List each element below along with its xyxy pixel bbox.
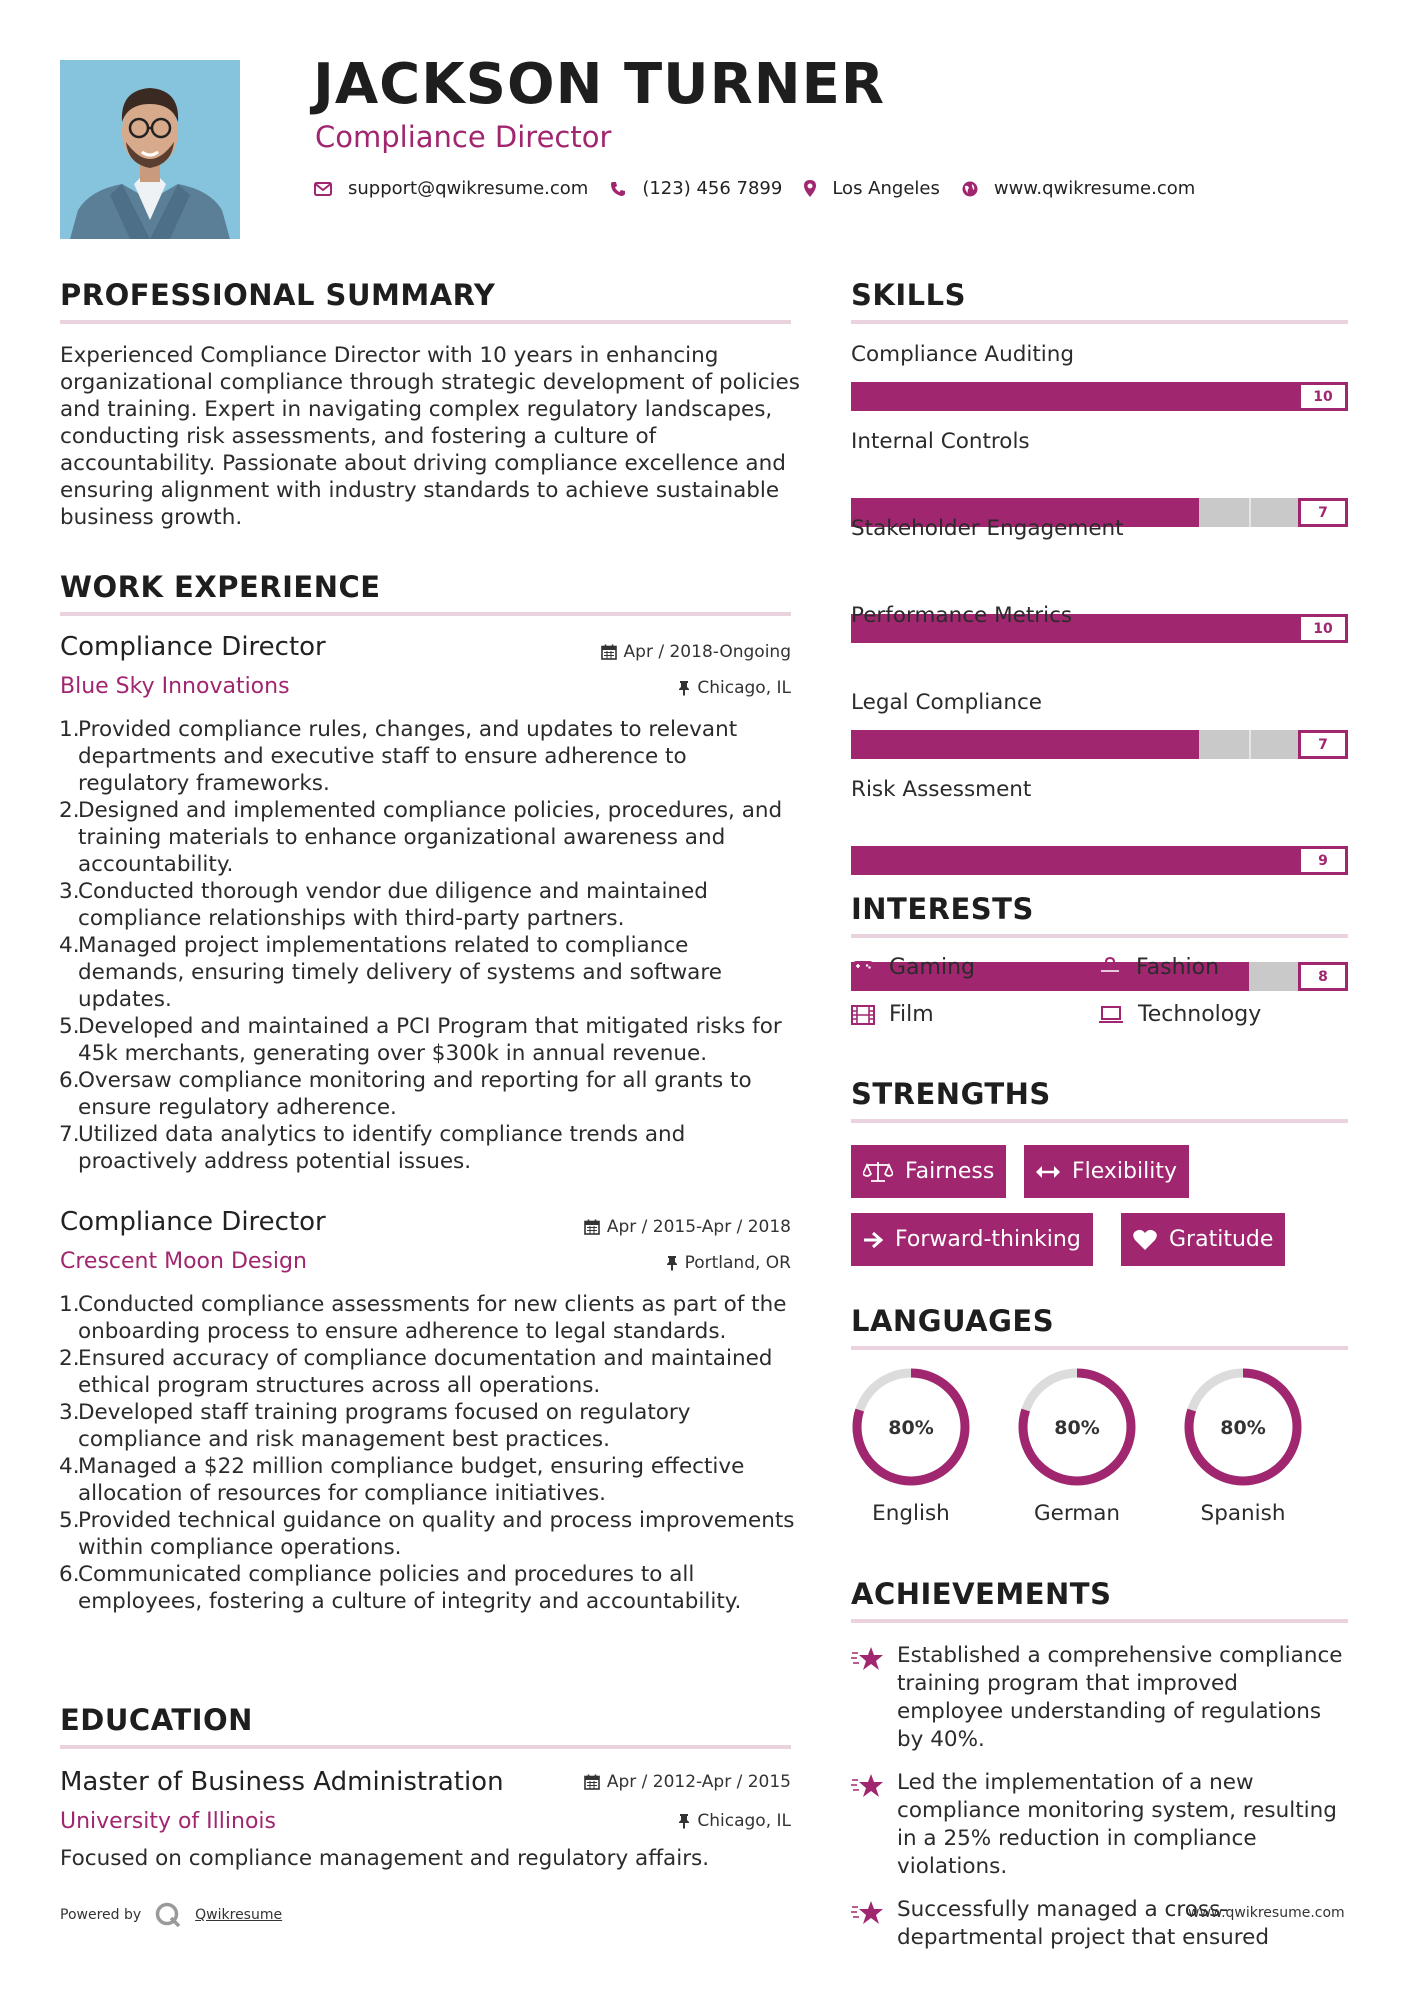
gamepad-icon [851,960,875,976]
contact-website[interactable] [962,178,1195,199]
skill-level-badge: 10 [1298,382,1348,411]
achievement-text: Successfully managed a cross-departmental project that ensured [897,1897,1270,1950]
strengths-heading: STRENGTHS [851,1077,1051,1111]
strength-gratitude [1121,1213,1285,1266]
skill-bar [851,846,1348,875]
skill-bar-segment [1249,730,1251,759]
pin-icon [678,680,690,696]
skill-name: Stakeholder Engagement [851,516,1124,541]
heart-icon [1133,1229,1157,1250]
shopping-bag-icon [1098,957,1122,979]
skill-bar-fill [851,846,1298,875]
phone-text: (123) 456 7899 [642,178,783,199]
interest-label: Gaming [889,955,975,980]
language-ring [849,1365,973,1489]
job-1-responsibilities [60,716,800,1175]
skills-divider [851,320,1348,324]
job-2-title: Compliance Director [60,1207,326,1237]
skill-bar-segment [1249,498,1251,527]
list-item: Conducted compliance assessments for new clients as part of the onboarding process to ensure adherence to legal standards. [78,1292,787,1344]
strengths-divider [851,1119,1348,1123]
job-2-dates [450,1217,791,1237]
list-item: Developed staff training programs focused on regulatory compliance and risk management best practices. [78,1400,691,1452]
pin-icon [678,1813,690,1829]
skill-name: Compliance Auditing [851,342,1075,367]
envelope-icon [314,182,332,196]
list-item: Communicated compliance policies and procedures to all employees, fostering a culture of integrity and accountability. [78,1562,742,1614]
list-item: Conducted thorough vendor due diligence and maintained compliance relationships with third-party partners. [78,879,708,931]
map-marker-icon [804,180,816,197]
interest-fashion [1098,955,1219,980]
skill-bar-fill [851,382,1348,411]
skill-name: Risk Assessment [851,777,1032,802]
language-name: English [872,1501,950,1526]
job-1-location-text: Chicago, IL [697,678,791,698]
summary-divider [60,320,791,324]
interest-gaming [851,955,975,980]
language-percent: 80% [888,1417,934,1439]
job-2-responsibilities [60,1291,800,1615]
contact-phone[interactable] [610,178,782,199]
language-item [1015,1365,1139,1526]
language-item [1181,1365,1305,1526]
pin-icon [666,1255,678,1271]
job-2-location [450,1253,791,1273]
phone-icon [610,181,626,197]
job-2-location-text: Portland, OR [684,1253,791,1273]
interests-divider [851,934,1348,938]
language-ring [1181,1365,1305,1489]
arrow-right-icon [863,1231,883,1249]
film-icon [851,1005,875,1025]
list-item: Provided technical guidance on quality and process improvements within compliance operations. [78,1508,795,1560]
balance-scale-icon [863,1161,893,1183]
interest-label: Film [889,1002,934,1027]
list-item: Managed project implementations related to compliance demands, ensuring timely delivery of systems and software updates. [78,933,722,1012]
summary-heading: PROFESSIONAL SUMMARY [60,278,496,312]
strength-label: Forward-thinking [895,1227,1081,1252]
language-ring [1015,1365,1139,1489]
laptop-icon [1098,1006,1124,1024]
education-location-text: Chicago, IL [697,1811,791,1831]
list-item: Utilized data analytics to identify compliance trends and proactively address potential issues. [78,1122,686,1174]
qwikresume-logo-icon [155,1902,181,1928]
language-name: German [1033,1501,1121,1526]
education-dates-text: Apr / 2012-Apr / 2015 [606,1772,791,1792]
list-item: Provided compliance rules, changes, and updates to relevant departments and executive staff to ensure adherence to regulatory frameworks. [78,717,738,796]
language-percent: 80% [1054,1417,1100,1439]
strength-label: Flexibility [1072,1159,1177,1184]
contact-email[interactable] [314,178,588,199]
skill-bar [851,382,1348,411]
list-item: Ensured accuracy of compliance documentation and maintained ethical program structures across all operations. [78,1346,773,1398]
interest-label: Technology [1138,1002,1262,1027]
achievements-divider [851,1619,1348,1623]
qwikresume-link[interactable]: Qwikresume [195,1907,283,1923]
skill-name: Internal Controls [851,429,1030,454]
strength-label: Gratitude [1169,1227,1274,1252]
achievement-item [851,1769,1348,1881]
education-divider [60,1745,791,1749]
location-text: Los Angeles [832,178,940,199]
contact-location [804,178,940,199]
strength-label: Fairness [905,1159,995,1184]
job-2-dates-text: Apr / 2015-Apr / 2018 [606,1217,791,1237]
star-award-icon [851,1772,885,1800]
language-name: Spanish [1200,1501,1286,1526]
skill-name: Legal Compliance [851,690,1043,715]
job-title-headline: Compliance Director [315,120,612,154]
profile-photo [60,60,240,239]
list-item: Oversaw compliance monitoring and reporting for all grants to ensure regulatory adherence. [78,1068,752,1120]
arrows-horizontal-icon [1036,1165,1060,1179]
job-2-company: Crescent Moon Design [60,1249,307,1274]
calendar-icon [584,1774,600,1790]
strength-fairness [851,1145,1006,1198]
skill-name: Performance Metrics [851,603,1073,628]
skills-heading: SKILLS [851,278,966,312]
skill-level-badge: 8 [1298,962,1348,991]
interest-technology [1098,1002,1261,1027]
interest-film [851,1002,934,1027]
interests-heading: INTERESTS [851,892,1034,926]
achievement-text: Led the implementation of a new compliance monitoring system, resulting in a 25% reduction in compliance violations. [897,1770,1337,1879]
footer-url[interactable]: www.qwikresume.com [1188,1905,1345,1921]
skill-bar-fill [851,730,1199,759]
skill-level-badge: 7 [1298,730,1348,759]
language-item [849,1365,973,1526]
achievement-item [851,1642,1348,1754]
education-heading: EDUCATION [60,1703,253,1737]
languages-heading: LANGUAGES [851,1304,1055,1338]
list-item: Developed and maintained a PCI Program that mitigated risks for 45k merchants, generating over $300k in annual revenue. [78,1014,782,1066]
website-text: www.qwikresume.com [993,178,1196,199]
list-item: Designed and implemented compliance policies, procedures, and training materials to enhance organizational awareness and accountability. [78,798,783,877]
star-award-icon [851,1899,885,1927]
education-description: Focused on compliance management and regulatory affairs. [60,1846,710,1871]
job-1-title: Compliance Director [60,632,326,662]
globe-icon [962,181,978,197]
person-photo-illustration [60,60,240,239]
skill-level-badge: 7 [1298,498,1348,527]
job-1-location [450,678,791,698]
job-1-company: Blue Sky Innovations [60,674,290,699]
education-dates [450,1772,791,1792]
powered-by [60,1902,282,1928]
list-item: Managed a $22 million compliance budget, ensuring effective allocation of resources for compliance initiatives. [78,1454,745,1506]
languages-divider [851,1346,1348,1350]
powered-by-label: Powered by [60,1907,142,1923]
star-award-icon [851,1645,885,1673]
skill-bar [851,730,1348,759]
strength-forward-thinking [851,1213,1093,1266]
email-text: support@qwikresume.com [348,178,589,199]
education-location [450,1811,791,1831]
candidate-name: JACKSON TURNER [313,52,886,117]
skill-level-badge: 10 [1298,614,1348,643]
job-1-dates [450,642,791,662]
experience-heading: WORK EXPERIENCE [60,570,381,604]
language-percent: 80% [1220,1417,1266,1439]
school-name: University of Illinois [60,1809,276,1834]
calendar-icon [584,1219,600,1235]
degree-title: Master of Business Administration [60,1767,504,1797]
summary-text: Experienced Compliance Director with 10 years in enhancing organizational compliance through strategic development of policies and training. Expert in navigating complex regulatory landscapes, conducting risk assessments, and fostering a culture of accountability. Passionate about driving compliance excellence and ensuring alignment with industry standards to achieve sustainable business growth. [60,343,800,530]
experience-divider [60,612,791,616]
achievement-text: Established a comprehensive compliance training program that improved employee understanding of regulations by 40%. [897,1643,1343,1752]
interest-label: Fashion [1136,955,1220,980]
calendar-icon [601,644,617,660]
skill-level-badge: 9 [1298,846,1348,875]
job-1-dates-text: Apr / 2018-Ongoing [623,642,791,662]
strength-flexibility [1024,1145,1189,1198]
achievements-heading: ACHIEVEMENTS [851,1577,1112,1611]
contact-bar [314,178,1217,199]
